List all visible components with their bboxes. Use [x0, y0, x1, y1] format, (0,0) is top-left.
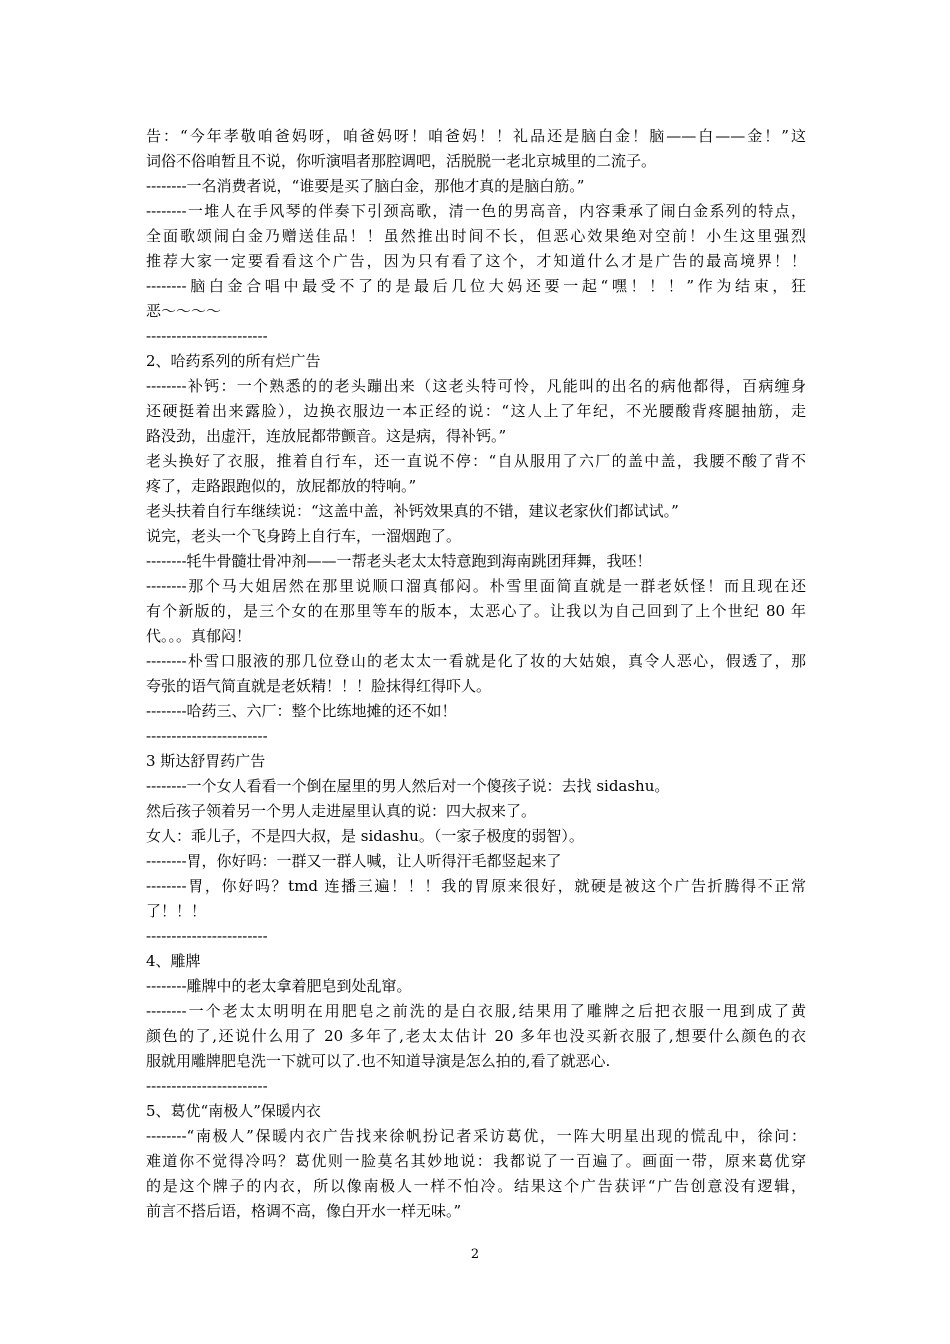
text-line: 有个新版的，是三个女的在那里等车的版本，太恶心了。让我以为自己回到了上个世纪 80 年	[146, 602, 806, 620]
text-line: 前言不搭后语，格调不高，像白开水一样无味。”	[146, 1202, 462, 1220]
text-line: --------胃，你好吗：一群又一群人喊，让人听得汗毛都竖起来了	[146, 852, 562, 870]
text-line: --------补钙：一个熟悉的的老头蹦出来（这老头特可怜，凡能叫的出名的病他都得，百病缠身	[146, 377, 806, 395]
text-line: 老头扶着自行车继续说：“这盖中盖，补钙效果真的不错，建议老家伙们都试试。”	[146, 502, 679, 520]
text-line: 难道你不觉得冷吗？葛优则一脸莫名其妙地说：我都说了一百遍了。画面一带，原来葛优穿	[146, 1152, 806, 1170]
text-line: --------哈药三、六厂：整个比练地摊的还不如！	[146, 702, 457, 720]
text-line: --------一个女人看看一个倒在屋里的男人然后对一个傻孩子说：去找 sidashu。	[146, 777, 670, 795]
document-body	[146, 124, 806, 1224]
text-line: 全面歌颂闹白金乃赠送佳品！！虽然推出时间不长，但恶心效果绝对空前！小生这里强烈	[146, 227, 806, 245]
text-line: --------脑白金合唱中最受不了的是最后几位大妈还要一起“嘿！！！”作为结束，狂	[146, 277, 806, 295]
text-line: ------------------------	[146, 327, 268, 345]
text-line: --------牦牛骨髓壮骨冲剂——一帮老头老太太特意跑到海南跳团拜舞，我呸！	[146, 552, 652, 570]
text-line: 告：“今年孝敬咱爸妈呀，咱爸妈呀！咱爸妈！！礼品还是脑白金！脑——白——金！”这	[146, 127, 806, 145]
text-line: ------------------------	[146, 727, 268, 745]
text-line: 5、葛优“南极人”保暖内衣	[146, 1102, 321, 1120]
text-line: 夸张的语气简直就是老妖精！！！脸抹得红得吓人。	[146, 677, 492, 695]
text-line: 推荐大家一定要看看这个广告，因为只有看了这个，才知道什么才是广告的最高境界！！	[146, 252, 806, 270]
text-line: 3 斯达舒胃药广告	[146, 752, 266, 770]
text-line: --------一堆人在手风琴的伴奏下引颈高歌，清一色的男高音，内容秉承了闹白金系列的特点，	[146, 202, 806, 220]
text-line: 词俗不俗咱暂且不说，你听演唱者那腔调吧，活脱脱一老北京城里的二流子。	[146, 152, 657, 170]
text-line: 代。。。真郁闷！	[146, 627, 252, 645]
text-line: 颜色的了,还说什么用了 20 多年了,老太太估计 20 多年也没买新衣服了,想要什么颜色的衣	[146, 1027, 806, 1045]
text-line: --------胃，你好吗？tmd 连播三遍！！！我的胃原来很好，就硬是被这个广告折腾得不正常	[146, 877, 806, 895]
text-line: 还硬挺着出来露脸），边换衣服边一本正经的说：“这人上了年纪，不光腰酸背疼腿抽筋，走	[146, 402, 806, 420]
text-line: --------一个老太太明明在用肥皂之前洗的是白衣服,结果用了雕牌之后把衣服一甩到成了黄	[146, 1002, 806, 1020]
text-line: 老头换好了衣服，推着自行车，还一直说不停：“自从服用了六厂的盖中盖，我腰不酸了背不	[146, 452, 806, 470]
text-line: 的是这个牌子的内衣，所以像南极人一样不怕冷。结果这个广告获评“广告创意没有逻辑，	[146, 1177, 806, 1195]
text-line: --------雕牌中的老太拿着肥皂到处乱窜。	[146, 977, 412, 995]
text-line: 路没劲，出虚汗，连放屁都带颤音。这是病，得补钙。”	[146, 427, 507, 445]
text-line: --------朴雪口服液的那几位登山的老太太一看就是化了妆的大姑娘，真令人恶心，假透了，那	[146, 652, 806, 670]
text-line: 女人：乖儿子，不是四大叔，是 sidashu。（一家子极度的弱智）。	[146, 827, 584, 845]
text-line: --------一名消费者说，“谁要是买了脑白金，那他才真的是脑白筋。”	[146, 177, 585, 195]
text-line: 了！！！	[146, 902, 207, 920]
text-line: ------------------------	[146, 927, 268, 945]
page-number: 2	[470, 1247, 480, 1262]
text-line: 疼了，走路跟跑似的，放屁都放的特响。”	[146, 477, 417, 495]
text-line: 2、哈药系列的所有烂广告	[146, 352, 321, 370]
text-line: --------那个马大姐居然在那里说顺口溜真郁闷。朴雪里面简直就是一群老妖怪！而且现在还	[146, 577, 806, 595]
text-line: ------------------------	[146, 1077, 268, 1095]
text-line: 恶～～～～	[146, 302, 222, 320]
text-line: 4、雕牌	[146, 952, 201, 970]
text-line: 然后孩子领着另一个男人走进屋里认真的说：四大叔来了。	[146, 802, 537, 820]
text-line: --------“南极人”保暖内衣广告找来徐帆扮记者采访葛优，一阵大明星出现的慌乱中，徐问：	[146, 1127, 806, 1145]
text-line: 说完，老头一个飞身跨上自行车，一溜烟跑了。	[146, 527, 462, 545]
text-line: 服就用雕牌肥皂洗一下就可以了.也不知道导演是怎么拍的,看了就恶心.	[146, 1052, 611, 1070]
